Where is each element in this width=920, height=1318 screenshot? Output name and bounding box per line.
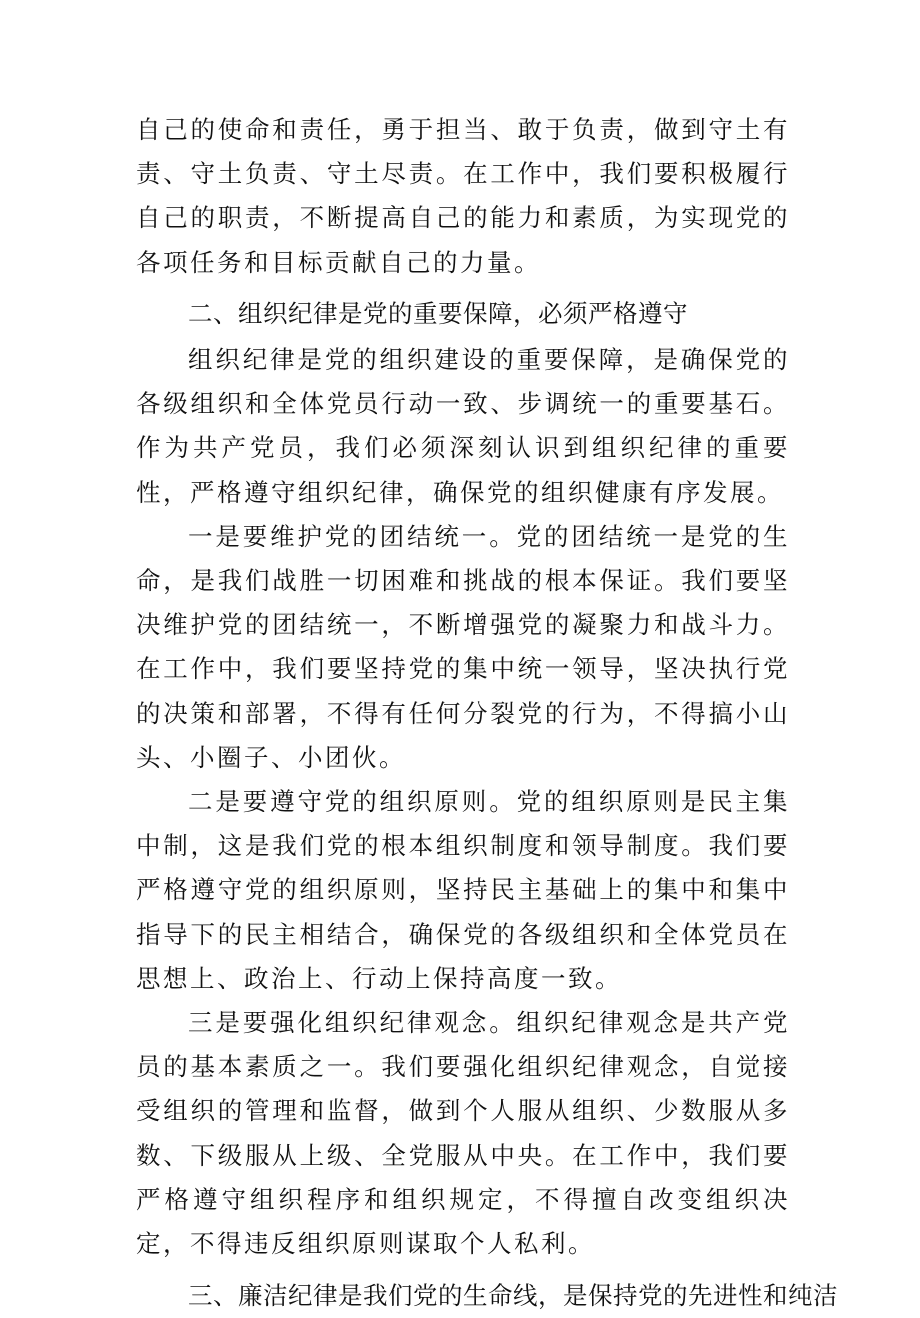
paragraph-point-2: 二是要遵守党的组织原则。党的组织原则是民主集中制，这是我们党的根本组织制度和领导制度。我们要严格遵守党的组织原则，坚持民主基础上的集中和集中指导下的民主相结合，确保党的各级组织和全体党员在思想上、政治上、行动上保持高度一致。 (136, 787, 790, 993)
paragraph-point-1: 一是要维护党的团结统一。党的团结统一是党的生命，是我们战胜一切困难和挑战的根本保证。我们要坚决维护党的团结统一，不断增强党的凝聚力和战斗力。在工作中，我们要坚持党的集中统一领导，坚决执行党的决策和部署，不得有任何分裂党的行为，不得搞小山头、小圈子、小团伙。 (136, 521, 790, 772)
paragraph-continued: 自己的使命和责任，勇于担当、敢于负责，做到守土有责、守土负责、守土尽责。在工作中，我们要积极履行自己的职责，不断提高自己的能力和素质，为实现党的各项任务和目标贡献自己的力量。 (136, 115, 790, 277)
paragraph-org-discipline-intro: 组织纪律是党的组织建设的重要保障，是确保党的各级组织和全体党员行动一致、步调统一的重要基石。作为共产党员，我们必须深刻认识到组织纪律的重要性，严格遵守组织纪律，确保党的组织健康有序发展。 (136, 345, 790, 507)
document-body (136, 108, 838, 1318)
section-heading-3: 三、廉洁纪律是我们党的生命线，是保持党的先进性和纯洁 (188, 1281, 838, 1311)
paragraph-point-3: 三是要强化组织纪律观念。组织纪律观念是共产党员的基本素质之一。我们要强化组织纪律观念，自觉接受组织的管理和监督，做到个人服从组织、少数服从多数、下级服从上级、全党服从中央。在工作中，我们要严格遵守组织程序和组织规定，不得擅自改变组织决定，不得违反组织原则谋取个人私利。 (136, 1008, 790, 1259)
section-heading-2: 二、组织纪律是党的重要保障，必须严格遵守 (188, 298, 688, 328)
